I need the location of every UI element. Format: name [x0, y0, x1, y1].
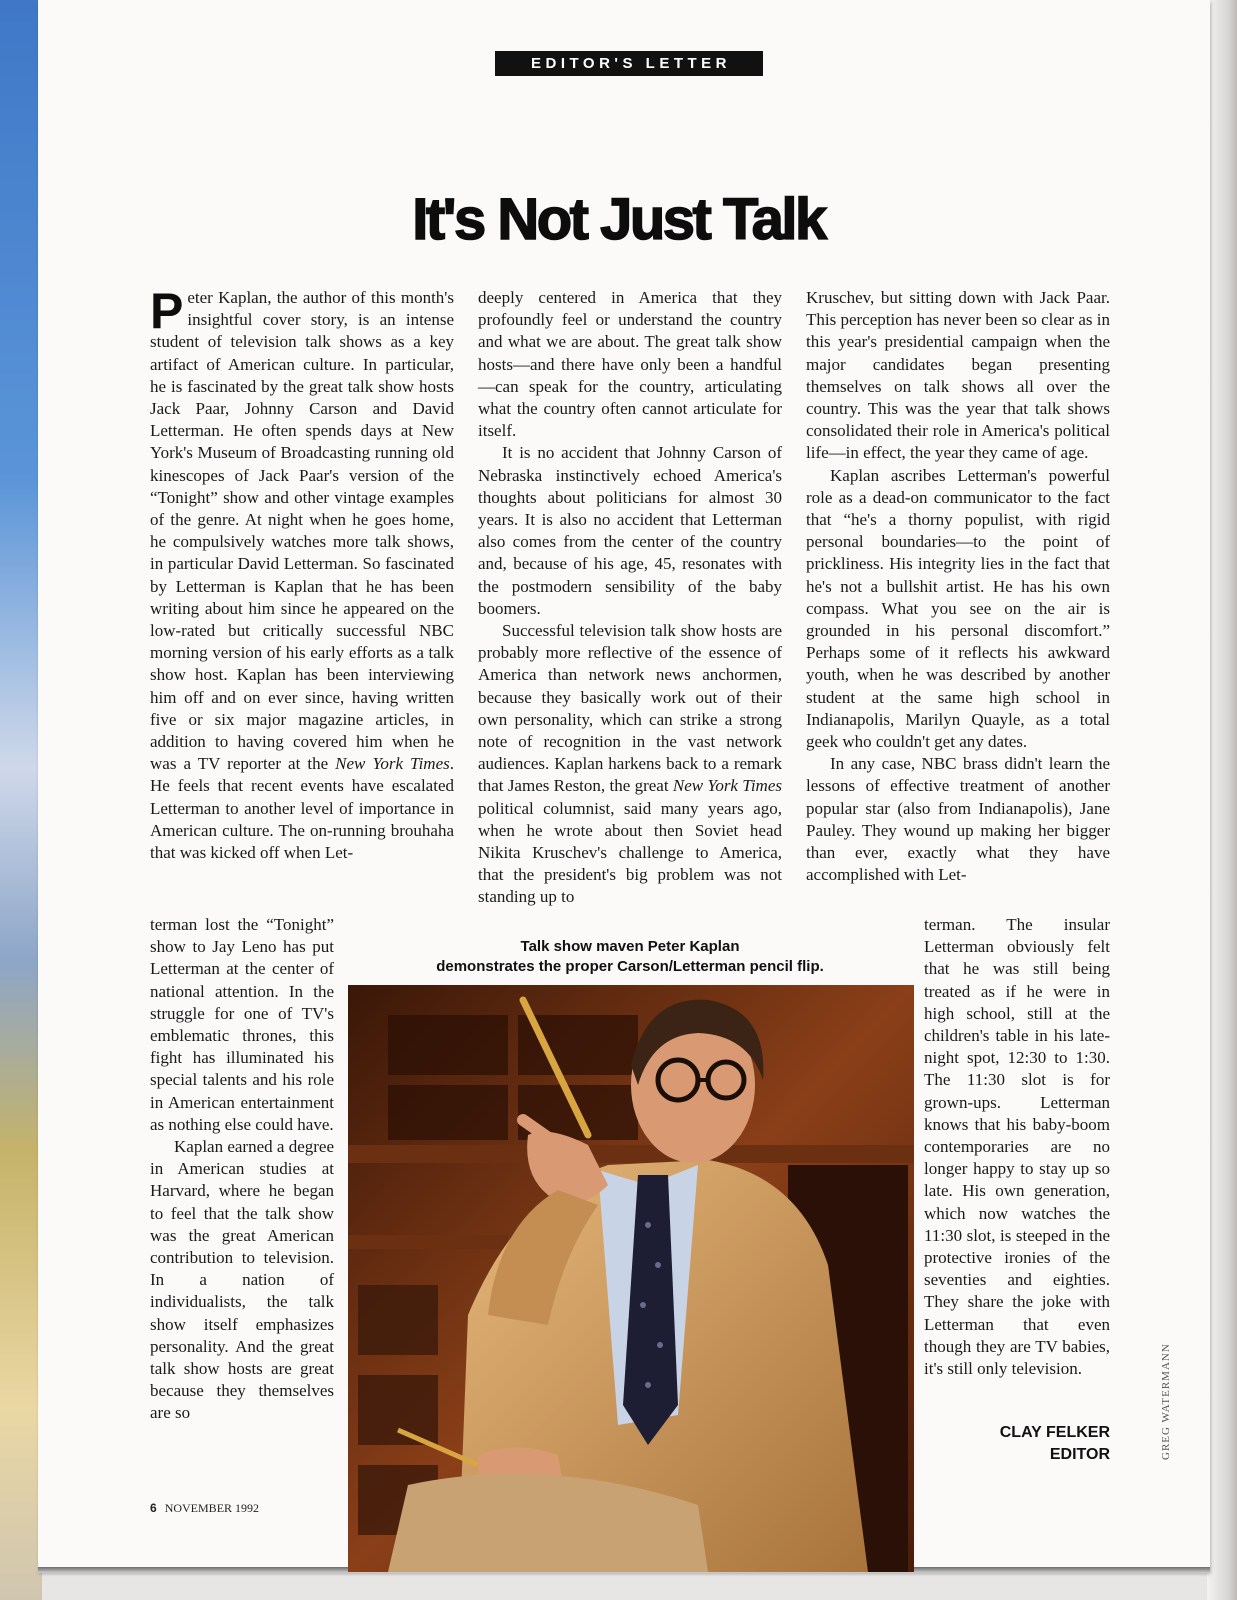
signoff [1000, 1422, 1110, 1466]
page-footer [150, 1501, 259, 1516]
paragraph: terman. The insular Letterman obviously felt that he was still being treated as if he were in high school, still at the children's table in his late-night spot, 12:30 to 1:30. The 11:30 slot is for grown-ups. Letterman knows that his baby-boom contemporaries are no longer happy to stay up so late. His own generation, which now watches the 11:30 slot, is steeped in the protective ironies of the seventies and eighties. They share the joke with Letterman that even though they are TV babies, it's still only television. [924, 915, 1110, 1379]
paragraph: It is no accident that Johnny Carson of Nebraska instinctively echoed America's thoughts about politicians for almost 30 years. It is also no accident that Letterman also comes from the center of the country and, because of his age, 45, resonates with the postmodern sensibility of the baby boomers. [478, 443, 782, 618]
paragraph: terman lost the “Tonight” show to Jay Leno has put Letterman at the center of national attention. In the struggle for one of TV's emblematic thrones, this fight has illuminated his special talents and his role in American entertainment as nothing else could have. [150, 915, 334, 1134]
column-3-lower [924, 914, 1110, 1380]
column-1-lower [150, 914, 334, 1425]
portrait-photo [348, 985, 914, 1572]
caption-line: Talk show maven Peter Kaplan [520, 938, 740, 955]
signoff-name: CLAY FELKER [999, 1424, 1110, 1441]
paragraph: Peter Kaplan, the author of this month's insightful cover story, is an intense student of television talk shows as a key artifact of American culture. In particular, he is fascinated by the great talk show hosts Jack Paar, Johnny Carson and David Letterman. He often spends days at New York's Museum of Broadcasting running old kinescopes of Jack Paar's version of the “Tonight” show and other vintage examples of the genre. At night when he goes home, he compulsively watches more talk shows, in particular David Letterman. So fascinated by Letterman is Kaplan that he has been writing about him since he appeared on the low-rated but critically successful NBC morning version of his early efforts as a talk show host. Kaplan has been interviewing him off and on ever since, having written five or six major magazine articles, in addition to having covered him when he was a TV reporter at the New York Times. He feels that recent events have escalated Letterman to another level of importance in American culture. The on-running brouhaha that was kicked off when Let- [150, 283, 454, 863]
page-number: 6 [150, 1501, 157, 1515]
paragraph: Kaplan earned a degree in American studies at Harvard, where he began to feel that the talk show was the great American contribution to television. In a nation of individualists, the talk show itself emphasizes personality. And the great talk show hosts are great because they themselves are so [150, 1137, 334, 1423]
paragraph: deeply centered in America that they profoundly feel or understand the country and what we are about. The great talk show hosts—and there have only been a handful—can speak for the country, articulating what the country often cannot articulate for itself. [478, 288, 782, 441]
caption-line: demonstrates the proper Carson/Letterman pencil flip. [436, 958, 824, 975]
paragraph: Successful television talk show hosts are probably more reflective of the essence of America than network news anchormen, because they basically work out of their own personality, which can strike a strong note of recognition in the vast network audiences. Kaplan harkens back to a remark that James Reston, the great New York Times political columnist, said many years ago, when he wrote about then Soviet head Nikita Kruschev's challenge to America, that the president's big problem was not standing up to [478, 621, 782, 907]
portrait-illustration [348, 985, 914, 1572]
paragraph: Kruschev, but sitting down with Jack Paar. This perception has never been so clear as in this year's presidential campaign when the major candidates began presenting themselves on talk shows all over the country. This was the year that talk shows consolidated their role in America's political life—in effect, the year they came of age. [806, 288, 1110, 463]
column-2 [478, 287, 782, 909]
photo-credit: GREG WATERMANN [1160, 1343, 1172, 1460]
issue-date: NOVEMBER 1992 [164, 1501, 260, 1515]
column-1-upper [150, 283, 454, 864]
column-3-upper [806, 287, 1110, 886]
headline: It's Not Just Talk [412, 187, 825, 252]
paragraph: In any case, NBC brass didn't learn the lessons of effective treatment of another popular star (also from Indianapolis), Jane Pauley. They wound up making her bigger than ever, exactly what they have accomplished with Let- [806, 754, 1110, 885]
paragraph: Kaplan ascribes Letterman's powerful role as a dead-on communicator to the fact that “he's a thorny populist, with rigid personal boundaries—to the point of prickliness. His integrity lies in the fact that he's not a bullshit artist. He has his own compass. What you see on the air is grounded in his personal discomfort.” Perhaps some of it reflects his awkward youth, when he was described by another student at the same high school in Indianapolis, Marilyn Quayle, as a total geek who couldn't get any dates. [806, 465, 1110, 752]
drop-cap: P [150, 283, 184, 339]
section-kicker: EDITOR'S LETTER [495, 51, 763, 76]
photo-caption [350, 937, 910, 977]
signoff-title: EDITOR [1049, 1446, 1110, 1463]
